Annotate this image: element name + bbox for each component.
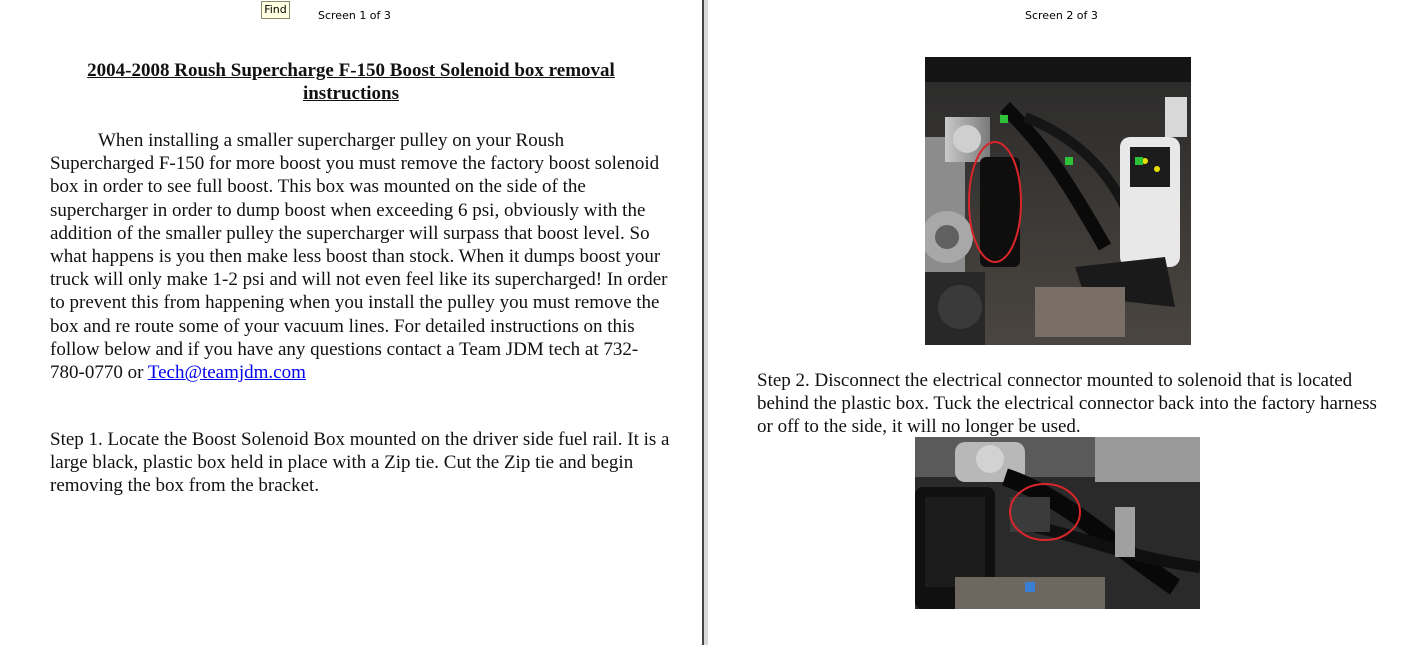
screen-1-page (0, 0, 703, 645)
find-button[interactable]: Find (261, 1, 290, 19)
engine-photo-solenoid-box (925, 57, 1191, 345)
engine-photo-2-graphic (915, 437, 1200, 609)
document-title: 2004-2008 Roush Supercharge F-150 Boost Solenoid box removal instructions (87, 60, 615, 105)
step-1-text: Step 1. Locate the Boost Solenoid Box mounted on the driver side fuel rail. It is a large black, plastic box held in place with a Zip tie. Cut the Zip tie and begin removing the box from the bracket. (50, 429, 670, 497)
screen-2-page (708, 0, 1407, 645)
intro-paragraph (50, 129, 670, 384)
screen-2-label: Screen 2 of 3 (1025, 9, 1098, 22)
engine-photo-1-graphic (925, 57, 1191, 345)
screen-1-label: Screen 1 of 3 (318, 9, 391, 22)
step-2-text: Step 2. Disconnect the electrical connector mounted to solenoid that is located behind the plastic box. Tuck the electrical connector back into the factory harness or off to the side, it will no longer be used. (757, 370, 1377, 438)
email-link[interactable]: Tech@teamjdm.com (147, 362, 306, 384)
intro-text: When installing a smaller supercharger pulley on your Roush Supercharged F-150 for more boost you must remove the factory boost solenoid box in order to see full boost. This box was mounted on the side of the supercharger in order to dump boost when exceeding 6 psi, obviously with the addition of the smaller pulley the supercharger will surpass that boost level. So what happens is you then make less boost than stock. When it dumps boost your truck will only make 1-2 psi and will not even feel like its supercharged! In order to prevent this from happening when you install the pulley you must remove the box and re route some of your vacuum lines. For detailed instructions on this follow below and if you have any questions contact a Team JDM tech at 732-780-0770 or (50, 130, 668, 384)
engine-photo-electrical-connector (915, 437, 1200, 609)
